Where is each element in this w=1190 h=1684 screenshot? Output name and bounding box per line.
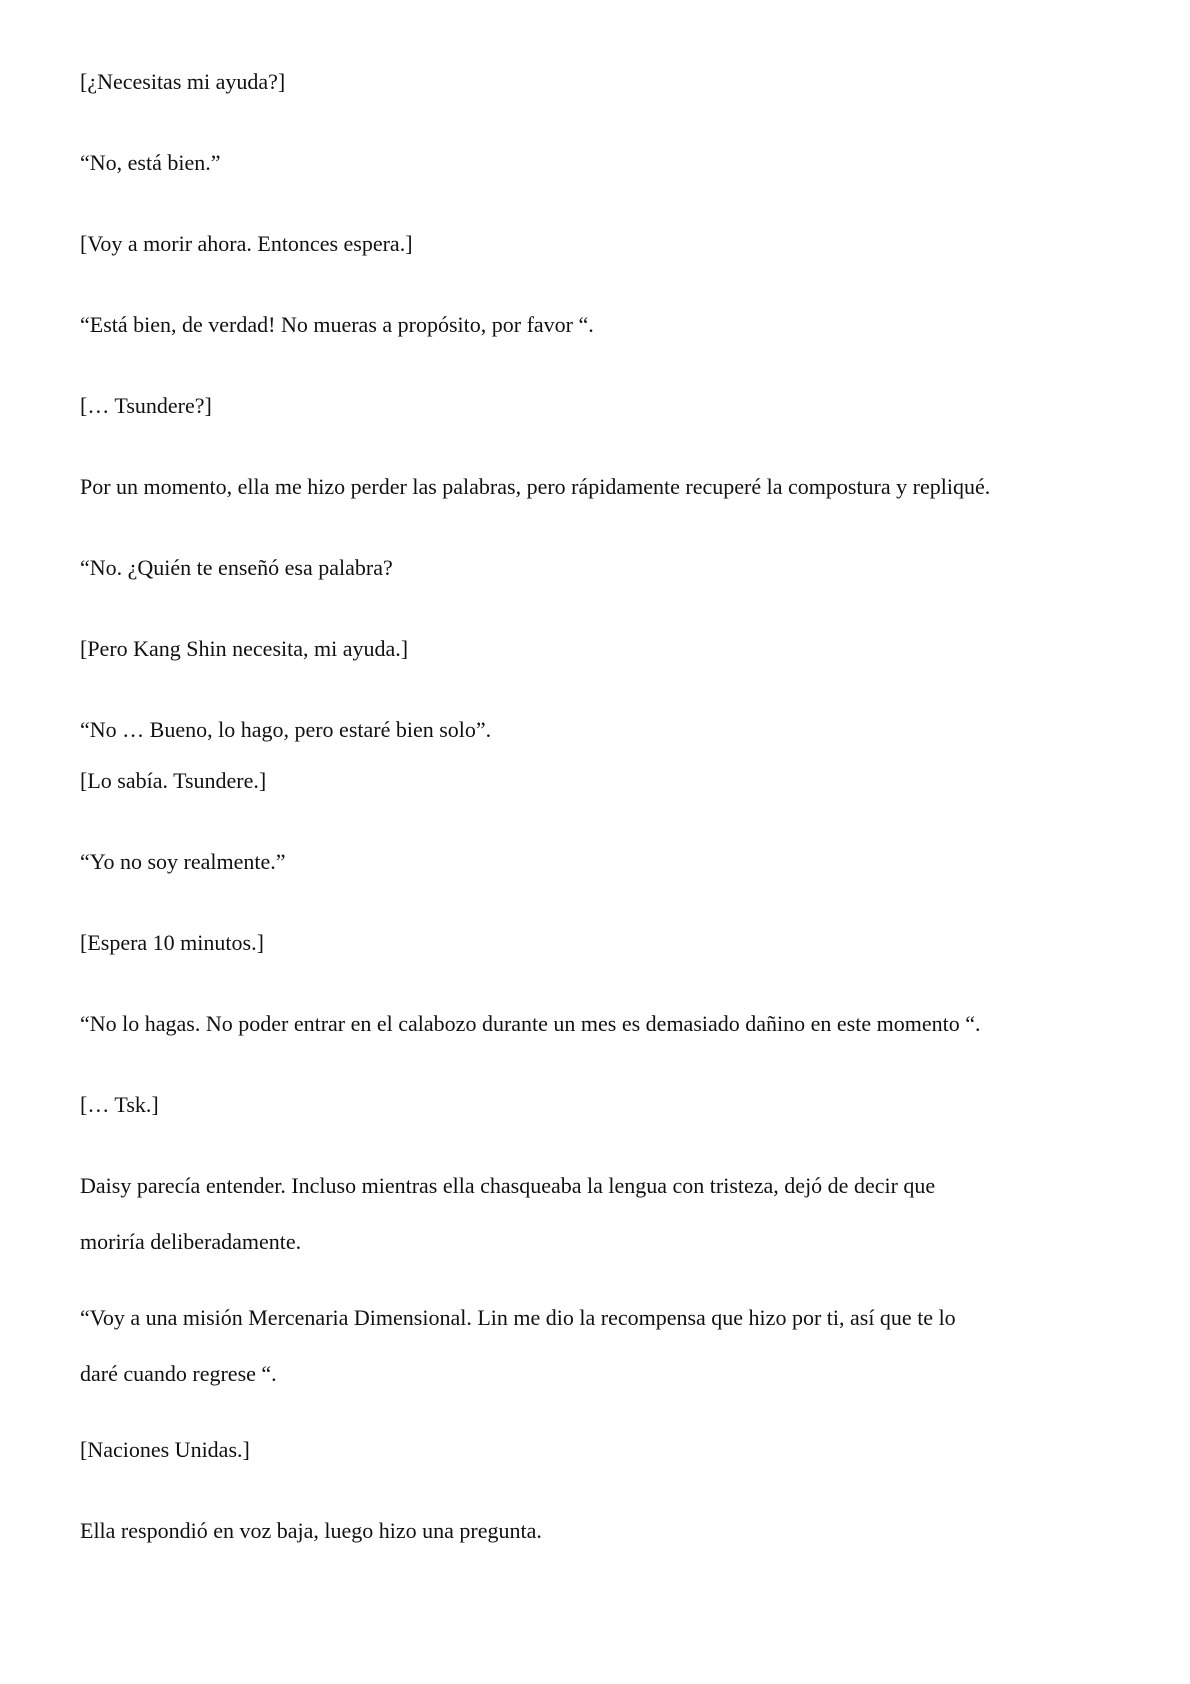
paragraph-7: “No. ¿Quién te enseñó esa palabra? — [80, 555, 393, 580]
paragraph-13: “No lo hagas. No poder entrar en el calabozo durante un mes es demasiado dañino en este momento “. — [80, 1011, 981, 1036]
paragraph-16-line-2: daré cuando regrese “. — [80, 1361, 277, 1386]
paragraph-16-line-1: “Voy a una misión Mercenaria Dimensional. Lin me dio la recompensa que hizo por ti, así que te lo — [80, 1305, 956, 1330]
paragraph-17: [Naciones Unidas.] — [80, 1437, 250, 1462]
paragraph-15-line-2: moriría deliberadamente. — [80, 1229, 302, 1254]
paragraph-8: [Pero Kang Shin necesita, mi ayuda.] — [80, 636, 409, 661]
paragraph-15-line-1: Daisy parecía entender. Incluso mientras ella chasqueaba la lengua con tristeza, dejó de decir que — [80, 1173, 936, 1198]
paragraph-12: [Espera 10 minutos.] — [80, 930, 264, 955]
paragraph-1: [¿Necesitas mi ayuda?] — [80, 69, 286, 94]
paragraph-10: [Lo sabía. Tsundere.] — [80, 768, 267, 793]
paragraph-2: “No, está bien.” — [80, 150, 221, 175]
paragraph-6: Por un momento, ella me hizo perder las palabras, pero rápidamente recuperé la compostura y repliqué. — [80, 474, 991, 499]
paragraph-3: [Voy a morir ahora. Entonces espera.] — [80, 231, 413, 256]
paragraph-18: Ella respondió en voz baja, luego hizo una pregunta. — [80, 1518, 542, 1543]
paragraph-11: “Yo no soy realmente.” — [80, 849, 286, 874]
paragraph-4: “Está bien, de verdad! No mueras a propósito, por favor “. — [80, 312, 594, 337]
paragraph-14: [… Tsk.] — [80, 1092, 159, 1117]
paragraph-9: “No … Bueno, lo hago, pero estaré bien solo”. — [80, 717, 492, 742]
paragraph-5: [… Tsundere?] — [80, 393, 212, 418]
